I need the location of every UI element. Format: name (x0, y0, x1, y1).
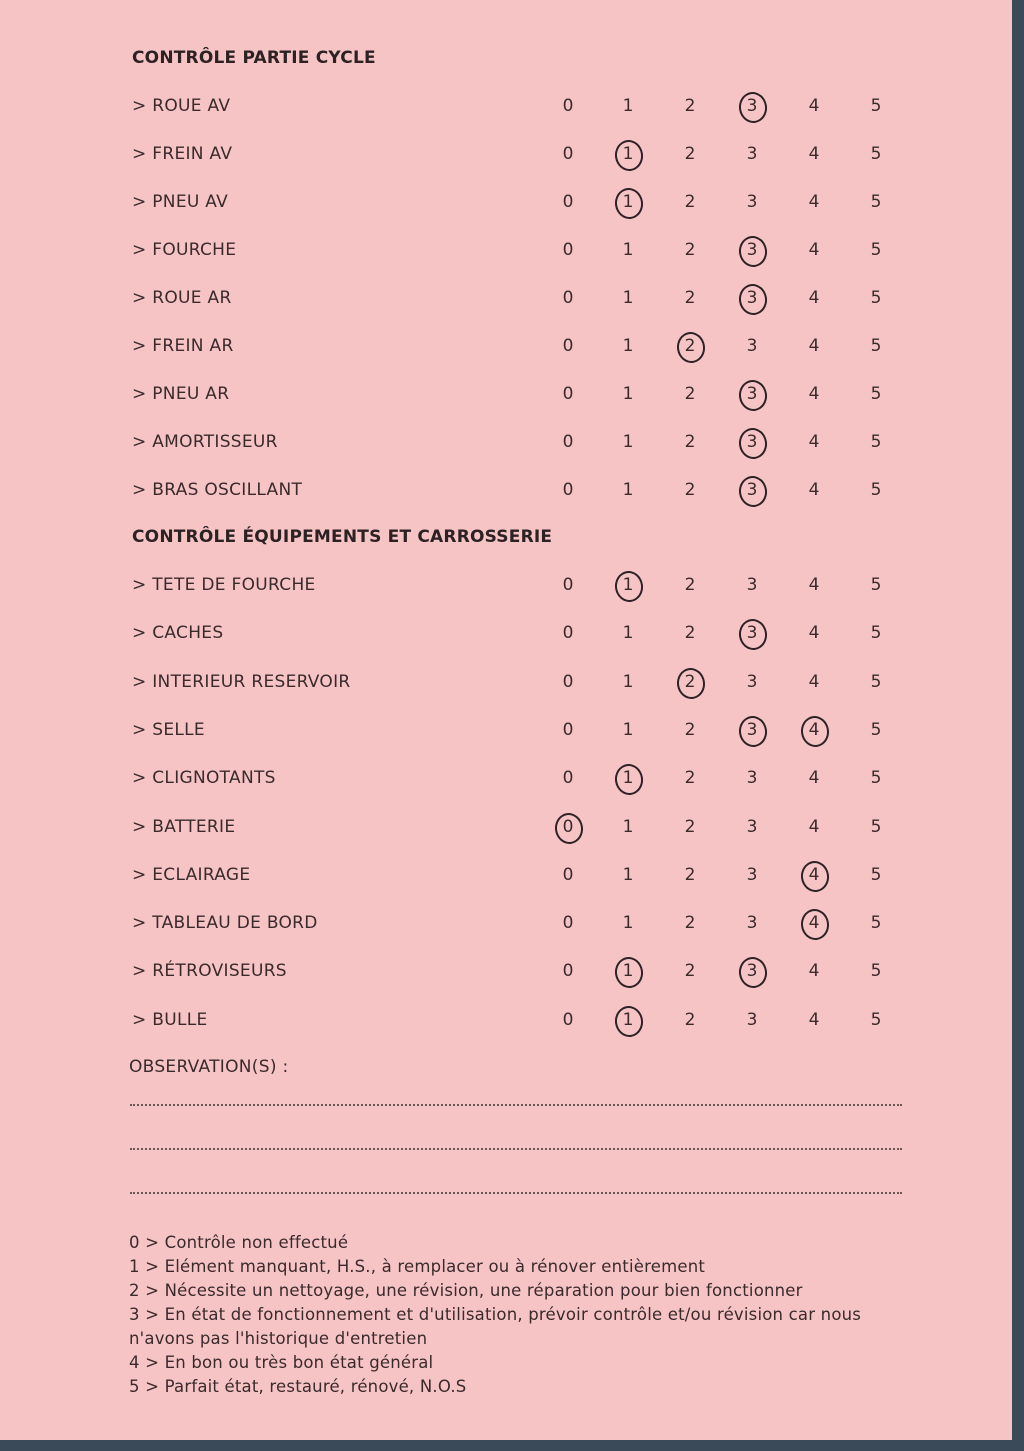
row-label: > TABLEAU DE BORD (132, 913, 318, 934)
score-option[interactable]: 0 (562, 623, 574, 644)
score-option[interactable]: 3 (746, 864, 758, 885)
score-option-selected[interactable]: 3 (737, 384, 767, 404)
score-option[interactable]: 4 (808, 240, 820, 260)
score-option[interactable]: 4 (808, 384, 820, 404)
score-option[interactable]: 4 (808, 961, 820, 982)
score-option-selected[interactable]: 4 (799, 865, 829, 885)
row-label: > FOURCHE (132, 240, 237, 260)
row-label: > TETE DE FOURCHE (132, 575, 316, 595)
score-option[interactable]: 3 (746, 336, 758, 356)
score-option[interactable]: 1 (622, 432, 634, 452)
row-label: > ROUE AR (132, 288, 232, 308)
observation-title: OBSERVATION(S) : (129, 1057, 289, 1077)
score-option[interactable]: 2 (684, 768, 696, 789)
score-option[interactable]: 4 (808, 480, 820, 500)
row-label: > BATTERIE (132, 816, 236, 837)
score-option[interactable]: 0 (562, 719, 574, 740)
checklist-row (0, 236, 1012, 266)
score-option-selected[interactable]: 3 (737, 288, 767, 308)
score-option-selected[interactable]: 1 (613, 768, 643, 788)
score-option[interactable]: 2 (684, 913, 696, 934)
checklist-row (0, 619, 1012, 649)
legend-item: 1 > Elément manquant, H.S., à remplacer ou à rénover entièrement (129, 1257, 706, 1276)
score-option[interactable]: 2 (684, 288, 696, 308)
score-option-selected[interactable]: 3 (737, 961, 767, 981)
score-option[interactable]: 5 (870, 240, 882, 260)
score-option[interactable]: 0 (562, 96, 574, 116)
row-label: > FREIN AV (132, 144, 233, 164)
row-label: > CLIGNOTANTS (132, 768, 276, 789)
score-option[interactable]: 4 (808, 432, 820, 452)
score-option[interactable]: 2 (684, 192, 696, 212)
row-label: > CACHES (132, 623, 224, 644)
checklist-row (0, 332, 1012, 362)
score-option[interactable]: 5 (870, 384, 882, 404)
row-label: > ROUE AV (132, 96, 231, 116)
score-option[interactable]: 4 (808, 288, 820, 308)
score-option[interactable]: 0 (562, 288, 574, 308)
score-option[interactable]: 4 (808, 144, 820, 164)
score-option[interactable]: 4 (808, 575, 820, 595)
score-option-selected[interactable]: 3 (737, 480, 767, 500)
row-label: > BRAS OSCILLANT (132, 480, 303, 500)
score-option[interactable]: 3 (746, 913, 758, 934)
score-option[interactable]: 0 (562, 864, 574, 885)
score-option-selected[interactable]: 3 (737, 240, 767, 260)
score-option[interactable]: 2 (684, 864, 696, 885)
legend (129, 1231, 899, 1399)
score-option-selected[interactable]: 1 (613, 575, 643, 595)
score-option[interactable]: 1 (622, 336, 634, 356)
score-option[interactable]: 5 (870, 432, 882, 452)
checklist-row (0, 813, 1012, 843)
score-option[interactable]: 1 (622, 384, 634, 404)
score-option-selected[interactable]: 0 (553, 817, 583, 837)
score-option[interactable]: 4 (808, 671, 820, 692)
score-option[interactable]: 5 (870, 96, 882, 116)
score-option[interactable]: 1 (622, 288, 634, 308)
score-option[interactable]: 3 (746, 768, 758, 789)
score-option[interactable]: 3 (746, 1009, 758, 1030)
score-option[interactable]: 3 (746, 816, 758, 837)
row-label: > FREIN AR (132, 336, 234, 356)
legend-item: 3 > En état de fonctionnement et d'utilisation, prévoir contrôle et/ou révision car nous n'avons pas l'historique d'entretien (129, 1305, 862, 1348)
score-option[interactable]: 5 (870, 480, 882, 500)
score-option-selected[interactable]: 1 (613, 1010, 643, 1030)
score-option[interactable]: 2 (684, 719, 696, 740)
checklist-row (0, 284, 1012, 314)
observation-line[interactable] (130, 1104, 902, 1106)
score-option-selected[interactable]: 2 (675, 672, 705, 692)
score-option[interactable]: 5 (870, 144, 882, 164)
score-option[interactable]: 0 (562, 240, 574, 260)
section-title-cycle: CONTRÔLE PARTIE CYCLE (132, 48, 376, 68)
score-option-selected[interactable]: 3 (737, 96, 767, 116)
score-option[interactable]: 5 (870, 623, 882, 644)
score-option-selected[interactable]: 3 (737, 623, 767, 643)
score-option[interactable]: 5 (870, 816, 882, 837)
row-label: > PNEU AV (132, 192, 229, 212)
score-option[interactable]: 2 (684, 240, 696, 260)
score-option[interactable]: 5 (870, 768, 882, 789)
score-option[interactable]: 5 (870, 961, 882, 982)
score-option[interactable]: 2 (684, 384, 696, 404)
score-option[interactable]: 3 (746, 144, 758, 164)
observation-line[interactable] (130, 1192, 902, 1194)
score-option[interactable]: 0 (562, 1009, 574, 1030)
score-option[interactable]: 1 (622, 96, 634, 116)
score-option[interactable]: 5 (870, 913, 882, 934)
score-option[interactable]: 4 (808, 768, 820, 789)
score-option[interactable]: 2 (684, 144, 696, 164)
score-option[interactable]: 2 (684, 816, 696, 837)
score-option-selected[interactable]: 1 (613, 144, 643, 164)
score-option-selected[interactable]: 4 (799, 720, 829, 740)
score-option[interactable]: 0 (562, 480, 574, 500)
score-option[interactable]: 4 (808, 816, 820, 837)
score-option[interactable]: 0 (562, 913, 574, 934)
score-option[interactable]: 2 (684, 96, 696, 116)
score-option[interactable]: 0 (562, 768, 574, 789)
checklist-row (0, 188, 1012, 218)
score-option[interactable]: 3 (746, 192, 758, 212)
score-option[interactable]: 1 (622, 623, 634, 644)
score-option-selected[interactable]: 1 (613, 961, 643, 981)
score-option[interactable]: 0 (562, 336, 574, 356)
checklist-row (0, 476, 1012, 506)
row-label: > PNEU AR (132, 384, 230, 404)
score-option[interactable]: 2 (684, 575, 696, 595)
score-option[interactable]: 2 (684, 480, 696, 500)
score-option[interactable]: 1 (622, 816, 634, 837)
score-option-selected[interactable]: 3 (737, 720, 767, 740)
score-option[interactable]: 5 (870, 336, 882, 356)
score-option[interactable]: 3 (746, 671, 758, 692)
score-option[interactable]: 5 (870, 864, 882, 885)
score-option[interactable]: 0 (562, 144, 574, 164)
score-option[interactable]: 2 (684, 432, 696, 452)
checklist-row (0, 1006, 1012, 1036)
score-option[interactable]: 1 (622, 240, 634, 260)
score-option[interactable]: 1 (622, 480, 634, 500)
legend-item: 0 > Contrôle non effectué (129, 1233, 349, 1252)
score-option[interactable]: 4 (808, 192, 820, 212)
score-option[interactable]: 1 (622, 719, 634, 740)
row-label: > RÉTROVISEURS (132, 961, 287, 982)
score-option[interactable]: 4 (808, 96, 820, 116)
score-option[interactable]: 2 (684, 1009, 696, 1030)
score-option[interactable]: 2 (684, 623, 696, 644)
score-option[interactable]: 0 (562, 671, 574, 692)
score-option[interactable]: 0 (562, 961, 574, 982)
legend-item: 2 > Nécessite un nettoyage, une révision, une réparation pour bien fonctionner (129, 1281, 803, 1300)
observation-line[interactable] (130, 1148, 902, 1150)
checklist-row (0, 140, 1012, 170)
checklist-row (0, 92, 1012, 122)
score-option-selected[interactable]: 1 (613, 192, 643, 212)
score-option[interactable]: 0 (562, 432, 574, 452)
score-option[interactable]: 1 (622, 864, 634, 885)
score-option[interactable]: 2 (684, 961, 696, 982)
score-option[interactable]: 5 (870, 192, 882, 212)
row-label: > SELLE (132, 719, 205, 740)
score-option[interactable]: 0 (562, 575, 574, 595)
checklist-row (0, 380, 1012, 410)
score-option-selected[interactable]: 2 (675, 336, 705, 356)
checklist-row (0, 957, 1012, 987)
score-option[interactable]: 3 (746, 575, 758, 595)
checklist-row (0, 716, 1012, 746)
row-label: > ECLAIRAGE (132, 864, 251, 885)
score-option[interactable]: 4 (808, 336, 820, 356)
checklist-row (0, 764, 1012, 794)
legend-item: 4 > En bon ou très bon état général (129, 1353, 434, 1372)
score-option[interactable]: 4 (808, 623, 820, 644)
row-label: > BULLE (132, 1009, 208, 1030)
row-label: > AMORTISSEUR (132, 432, 278, 452)
score-option[interactable]: 5 (870, 1009, 882, 1030)
score-option[interactable]: 0 (562, 192, 574, 212)
score-option[interactable]: 1 (622, 913, 634, 934)
checklist-row (0, 428, 1012, 458)
score-option[interactable]: 5 (870, 719, 882, 740)
score-option[interactable]: 5 (870, 575, 882, 595)
score-option[interactable]: 4 (808, 1009, 820, 1030)
checklist-row (0, 571, 1012, 601)
score-option[interactable]: 5 (870, 671, 882, 692)
score-option[interactable]: 1 (622, 671, 634, 692)
score-option-selected[interactable]: 3 (737, 432, 767, 452)
row-label: > INTERIEUR RESERVOIR (132, 671, 351, 692)
checklist-row (0, 909, 1012, 939)
checklist-row (0, 668, 1012, 698)
score-option-selected[interactable]: 4 (799, 913, 829, 933)
checklist-row (0, 861, 1012, 891)
score-option[interactable]: 0 (562, 384, 574, 404)
section-title-equipment: CONTRÔLE ÉQUIPEMENTS ET CARROSSERIE (132, 527, 553, 547)
legend-item: 5 > Parfait état, restauré, rénové, N.O.S (129, 1377, 467, 1396)
score-option[interactable]: 5 (870, 288, 882, 308)
